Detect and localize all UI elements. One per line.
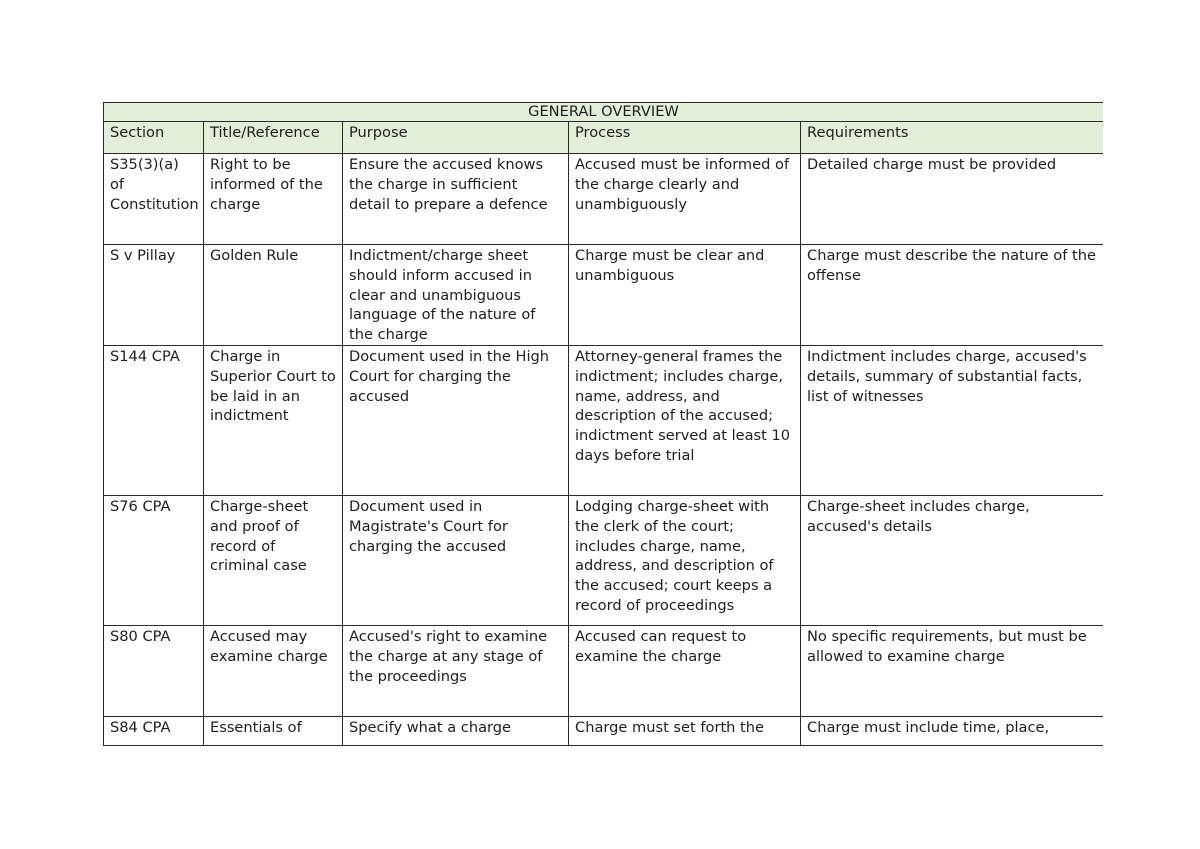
cell-purpose: Indictment/charge sheet should inform accused in clear and unambiguous language of the nature of the charge xyxy=(343,245,569,346)
table-row xyxy=(104,626,1104,717)
cell-process: Lodging charge-sheet with the clerk of the court; includes charge, name, address, and description of the accused; court keeps a record of proceedings xyxy=(569,496,801,626)
cell-title: Essentials of xyxy=(204,717,343,747)
column-header-purpose: Purpose xyxy=(343,122,569,154)
cell-section: S76 CPA xyxy=(104,496,204,626)
table-header-row xyxy=(104,122,1104,154)
cell-section: S84 CPA xyxy=(104,717,204,747)
column-header-title: Title/Reference xyxy=(204,122,343,154)
cell-process: Accused must be informed of the charge clearly and unambiguously xyxy=(569,154,801,245)
table-row xyxy=(104,346,1104,496)
column-header-requirements: Requirements xyxy=(801,122,1104,154)
column-header-process: Process xyxy=(569,122,801,154)
cell-process: Accused can request to examine the charge xyxy=(569,626,801,717)
table-title: GENERAL OVERVIEW xyxy=(104,103,1104,122)
table-row xyxy=(104,154,1104,245)
cell-process: Charge must set forth the xyxy=(569,717,801,747)
cell-section: S35(3)(a) of Constitution xyxy=(104,154,204,245)
table-title-row xyxy=(104,103,1104,122)
cell-requirements: Charge must describe the nature of the offense xyxy=(801,245,1104,346)
table-row xyxy=(104,717,1104,747)
column-header-section: Section xyxy=(104,122,204,154)
cell-title: Golden Rule xyxy=(204,245,343,346)
cell-requirements: Charge must include time, place, xyxy=(801,717,1104,747)
cell-title: Right to be informed of the charge xyxy=(204,154,343,245)
cell-requirements: No specific requirements, but must be allowed to examine charge xyxy=(801,626,1104,717)
overview-table-container xyxy=(103,102,1103,746)
cell-title: Charge in Superior Court to be laid in an indictment xyxy=(204,346,343,496)
cell-title: Charge-sheet and proof of record of criminal case xyxy=(204,496,343,626)
cell-purpose: Specify what a charge xyxy=(343,717,569,747)
table-row xyxy=(104,496,1104,626)
cell-section: S144 CPA xyxy=(104,346,204,496)
cell-section: S80 CPA xyxy=(104,626,204,717)
cell-requirements: Indictment includes charge, accused's details, summary of substantial facts, list of witnesses xyxy=(801,346,1104,496)
cell-purpose: Accused's right to examine the charge at any stage of the proceedings xyxy=(343,626,569,717)
cell-title: Accused may examine charge xyxy=(204,626,343,717)
cell-process: Charge must be clear and unambiguous xyxy=(569,245,801,346)
table-row xyxy=(104,245,1104,346)
cell-section: S v Pillay xyxy=(104,245,204,346)
general-overview-table xyxy=(103,102,1103,746)
cell-purpose: Ensure the accused knows the charge in sufficient detail to prepare a defence xyxy=(343,154,569,245)
cell-purpose: Document used in Magistrate's Court for charging the accused xyxy=(343,496,569,626)
cell-requirements: Detailed charge must be provided xyxy=(801,154,1104,245)
cell-requirements: Charge-sheet includes charge, accused's details xyxy=(801,496,1104,626)
cell-purpose: Document used in the High Court for charging the accused xyxy=(343,346,569,496)
cell-process: Attorney-general frames the indictment; includes charge, name, address, and description of the accused; indictment served at least 10 days before trial xyxy=(569,346,801,496)
